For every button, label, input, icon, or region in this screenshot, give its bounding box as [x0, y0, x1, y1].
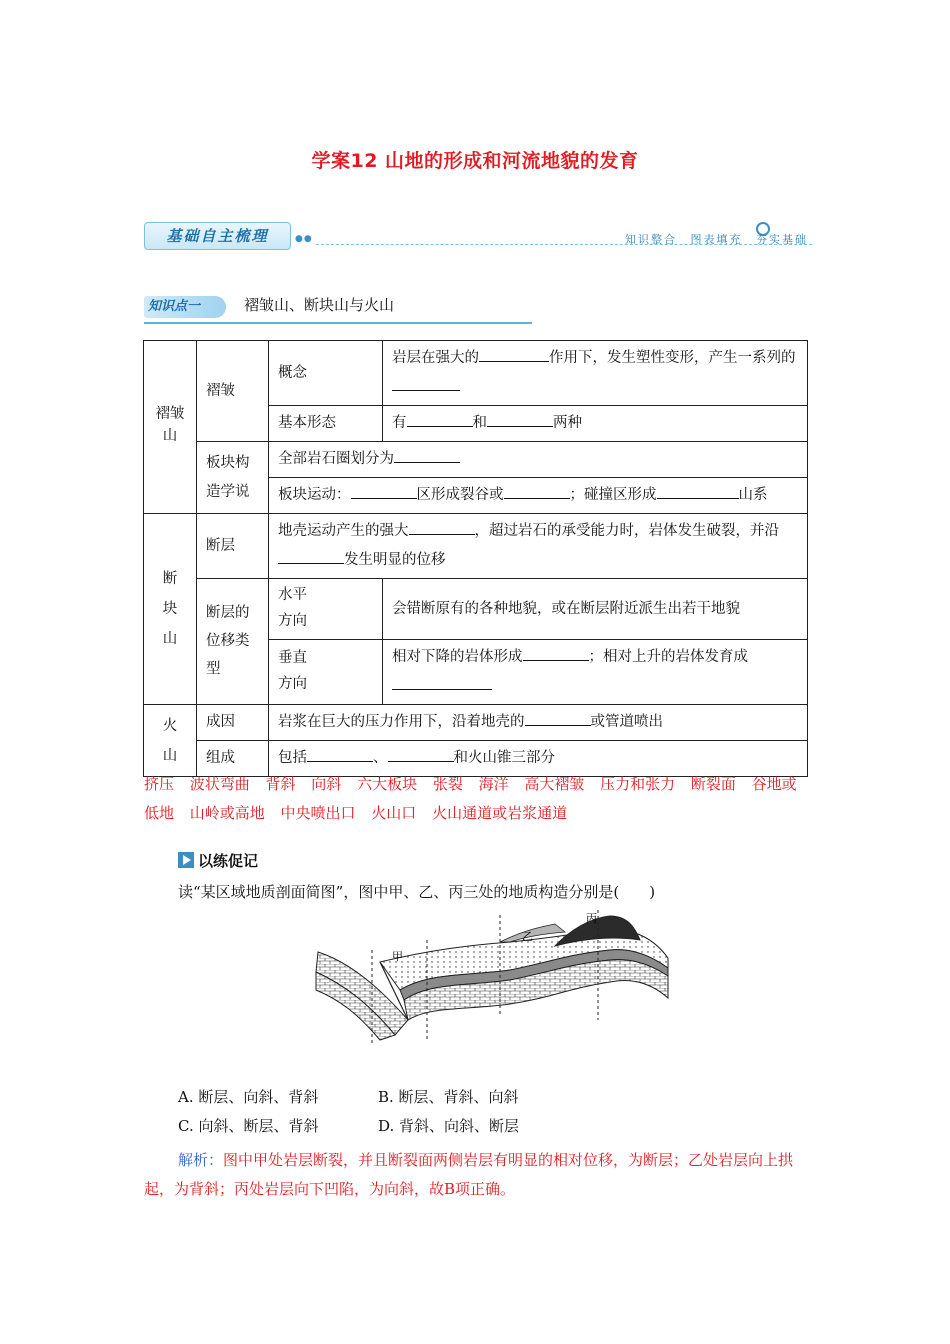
concept-label: 概念 [269, 341, 383, 406]
volcano-label: 火山 [162, 717, 178, 764]
banner-label: 基础自主梳理 [144, 222, 291, 250]
label-jia: 甲 [392, 950, 403, 963]
vertical-label [269, 640, 383, 705]
cause-text-b: 或管道喷出 [590, 714, 663, 730]
option-b[interactable]: B. 断层、背斜、向斜 [378, 1088, 519, 1106]
blank[interactable] [479, 345, 549, 362]
blank[interactable] [525, 709, 591, 726]
label-bing: 丙 [586, 912, 597, 925]
compose-text-c: 和火山锥三部分 [453, 750, 555, 766]
compose-text-a: 包括 [278, 750, 307, 766]
plate-theory-text: 板块构造学说 [206, 454, 250, 500]
fault-label: 断层 [197, 514, 269, 579]
plate-movement-text [269, 478, 808, 514]
plate-move-d: 山系 [738, 487, 768, 503]
blank[interactable] [394, 446, 460, 463]
option-d[interactable]: D. 背斜、向斜、断层 [378, 1117, 520, 1135]
blank[interactable] [657, 482, 739, 499]
basic-form-a: 有 [392, 415, 407, 431]
vertical-desc-b: ；相对上升的岩体发育成 [588, 649, 748, 665]
vertical-desc-a: 相对下降的岩体形成 [392, 649, 523, 665]
blank[interactable] [351, 482, 417, 499]
blank[interactable] [409, 518, 475, 535]
option-c[interactable]: C. 向斜、断层、背斜 [178, 1117, 319, 1135]
concept-text-a: 岩层在强大的 [392, 350, 479, 366]
volcano-cell [144, 705, 197, 777]
vertical-text: 垂直方向 [278, 650, 307, 692]
blank[interactable] [388, 745, 454, 762]
plate-move-c: ；碰撞区形成 [569, 487, 657, 503]
knowledge-table [143, 340, 808, 777]
question-text: 读“某区域地质剖面简图”，图中甲、乙、丙三处的地质构造分别是( ) [178, 883, 656, 901]
cause-text [269, 705, 808, 741]
label-yi: 乙 [522, 930, 533, 943]
practice-heading [178, 850, 258, 871]
plate-division-text [269, 442, 808, 478]
fault-text-c: 发生明显的位移 [344, 552, 446, 568]
option-a[interactable]: A. 断层、向斜、背斜 [178, 1088, 319, 1106]
horizontal-text: 水平方向 [278, 587, 307, 629]
fault-text [269, 514, 808, 579]
blank[interactable] [487, 410, 553, 427]
vertical-desc [383, 640, 808, 705]
geologic-section-figure [310, 910, 670, 1050]
fault-text-a: 地壳运动产生的强大 [278, 523, 409, 539]
fault-block-mountain-cell [144, 514, 197, 705]
banner-dots-icon: ●● [295, 234, 313, 244]
fold-label: 褶皱 [197, 341, 269, 442]
compose-text-b: 、 [373, 750, 388, 766]
analysis-label: 解析： [178, 1151, 224, 1169]
horizontal-label [269, 579, 383, 640]
plate-theory-label [197, 442, 269, 514]
displacement-label [197, 579, 269, 705]
answer-key: 挤压 波状弯曲 背斜 向斜 六大板块 张裂 海洋 高大褶皱 压力和张力 断裂面 谷地或低地 山岭或高地 中央喷出口 火山口 火山通道或岩浆通道 [144, 775, 797, 822]
basic-form-c: 两种 [553, 415, 582, 431]
section-banner [144, 222, 812, 250]
knowledge-point-tag: 知识点一 [144, 296, 226, 318]
plate-move-a: 板块运动： [278, 487, 351, 503]
fault-block-mountain-label: 断块山 [162, 571, 178, 647]
blank[interactable] [407, 410, 473, 427]
play-arrow-icon [178, 852, 194, 868]
fold-mountain-cell [144, 341, 197, 514]
basic-form-label: 基本形态 [269, 406, 383, 442]
cause-text-a: 岩浆在巨大的压力作用下，沿着地壳的 [278, 714, 525, 730]
blank[interactable] [392, 374, 460, 391]
blank[interactable] [504, 482, 570, 499]
cause-label: 成因 [197, 705, 269, 741]
plate-division-a: 全部岩石圈划分为 [278, 451, 394, 467]
concept-text [383, 341, 808, 406]
analysis-text: 图中甲处岩层断裂，并且断裂面两侧岩层有明显的相对位移，为断层；乙处岩层向上拱起，为背斜；丙处岩层向下凹陷，为向斜，故B项正确。 [144, 1151, 794, 1198]
blank[interactable] [392, 673, 492, 690]
blank[interactable] [307, 745, 373, 762]
knowledge-point-title: 褶皱山、断块山与火山 [244, 296, 395, 314]
concept-text-b: 作用下，发生塑性变形，产生一系列的 [549, 350, 796, 366]
blank[interactable] [278, 547, 344, 564]
compose-label: 组成 [197, 741, 269, 777]
fault-text-b: ，超过岩石的承受能力时，岩体发生破裂，并沿 [474, 523, 779, 539]
blank[interactable] [523, 644, 589, 661]
analysis [144, 1146, 808, 1204]
fold-mountain-label: 褶皱山 [155, 406, 185, 444]
banner-subtitle: 知识整合 图表填充 夯实基础 [625, 233, 808, 246]
basic-form-text [383, 406, 808, 442]
horizontal-desc: 会错断原有的各种地貌，或在断层附近派生出若干地貌 [383, 579, 808, 640]
plate-move-b: 区形成裂谷或 [416, 487, 504, 503]
page-title: 学案12 山地的形成和河流地貌的发育 [311, 150, 639, 172]
basic-form-b: 和 [472, 415, 487, 431]
geologic-section-diagram [310, 910, 670, 1050]
practice-heading-text: 以练促记 [198, 852, 259, 870]
displacement-text: 断层的位移类型 [206, 605, 250, 677]
knowledge-point-header [144, 292, 532, 324]
